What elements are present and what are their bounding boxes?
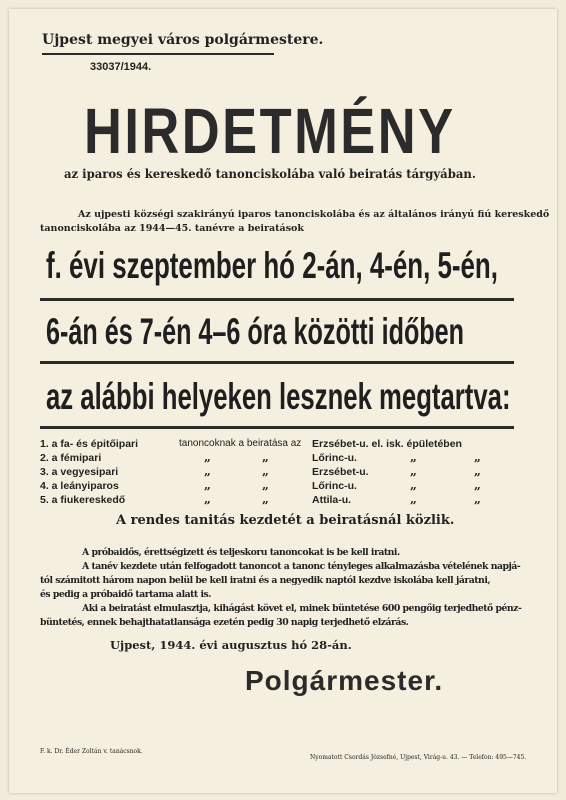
schedule-row-2-label: 2. a fémipari (40, 452, 102, 464)
headline-line-1: f. évi szeptember hó 2-án, 4-én, 5-én, (46, 245, 498, 286)
ditto-mark: „ (204, 450, 211, 464)
reference-number: 33037/1944. (90, 61, 152, 73)
paragraph-2-line-3: és pedig a próbaidő tartama alatt is. (40, 589, 211, 600)
schedule-row-4-place: Lőrinc-u. (312, 480, 357, 492)
ditto-mark: „ (204, 492, 211, 506)
paragraph-2-line-1: A tanév kezdete után felfogadott tanoncot a tanonc tényleges alkalmazásba vételének napjá- (82, 561, 521, 572)
schedule-row-5-place: Attila-u. (312, 494, 352, 506)
ditto-mark: „ (410, 450, 417, 464)
ditto-mark: „ (474, 492, 481, 506)
ditto-mark: „ (474, 478, 481, 492)
schedule-row-1-extra: tanoncoknak a beiratása az (179, 438, 302, 449)
ditto-mark: „ (204, 464, 211, 478)
paragraph-3-line-1: Aki a beiratást elmulasztja, kihágást követ el, minek büntetése 600 pengőig terjedhető pénz- (82, 603, 522, 614)
ditto-mark: „ (262, 450, 269, 464)
date-line: Ujpest, 1944. évi augusztus hó 28-án. (110, 638, 352, 652)
start-notice: A rendes tanitás kezdetét a beiratásnál közlik. (116, 513, 455, 528)
ditto-mark: „ (474, 464, 481, 478)
intro-line-1: Az ujpesti községi szakirányú iparos tanonciskolába és az általános irányú fiú kereskedő (78, 209, 550, 220)
footer-right: Nyomatott Csordás Józsefné, Ujpest, Virág-u. 43. — Telefon: 495—745. (310, 754, 527, 761)
footer-left: F. k. Dr. Éder Zoltán v. tanácsnok. (40, 748, 143, 755)
issuing-authority: Ujpest megyei város polgármestere. (42, 32, 324, 48)
ditto-mark: „ (262, 464, 269, 478)
ditto-mark: „ (410, 464, 417, 478)
ditto-mark: „ (262, 492, 269, 506)
ditto-mark: „ (474, 450, 481, 464)
headline-rule-2 (40, 361, 514, 364)
paragraph-2-line-2: tól számitott három napon belül be kell iratni és a negyedik naptól kezdve iskolába kell járatni, (40, 575, 491, 586)
ditto-mark: „ (262, 478, 269, 492)
paragraph-1: A próbaidős, érettségizett és teljeskoru tanoncokat is be kell iratni. (82, 547, 400, 558)
poster-subtitle: az iparos és kereskedő tanonciskolába való beiratás tárgyában. (64, 166, 476, 181)
poster-title: HIRDETMÉNY (84, 95, 456, 167)
intro-line-2: tanonciskolába az 1944—45. tanévre a beiratások (40, 223, 304, 234)
schedule-row-3-label: 3. a vegyesipari (40, 466, 119, 478)
schedule-row-1-label: 1. a fa- és épitőipari (40, 438, 139, 450)
headline-line-2: 6-án és 7-én 4–6 óra közötti időben (46, 311, 465, 352)
header-underline (42, 53, 274, 55)
ditto-mark: „ (410, 492, 417, 506)
headline-line-3: az alábbi helyeken lesznek megtartva: (46, 376, 511, 417)
schedule-row-3-place: Erzsébet-u. (312, 466, 369, 478)
schedule-row-1-place: Erzsébet-u. el. isk. épületében (312, 438, 462, 450)
headline-rule-3 (40, 426, 514, 429)
signature-title: Polgármester. (245, 665, 444, 696)
paragraph-3-line-2: büntetés, ennek behajthatatlansága ezetén pedig 30 napig terjedhető elzárás. (40, 617, 409, 628)
headline-rule-1 (40, 298, 514, 301)
ditto-mark: „ (410, 478, 417, 492)
schedule-row-4-label: 4. a leányiparos (40, 480, 119, 492)
schedule-row-5-label: 5. a fiukereskedő (40, 494, 126, 506)
ditto-mark: „ (204, 478, 211, 492)
schedule-row-2-place: Lőrinc-u. (312, 452, 357, 464)
